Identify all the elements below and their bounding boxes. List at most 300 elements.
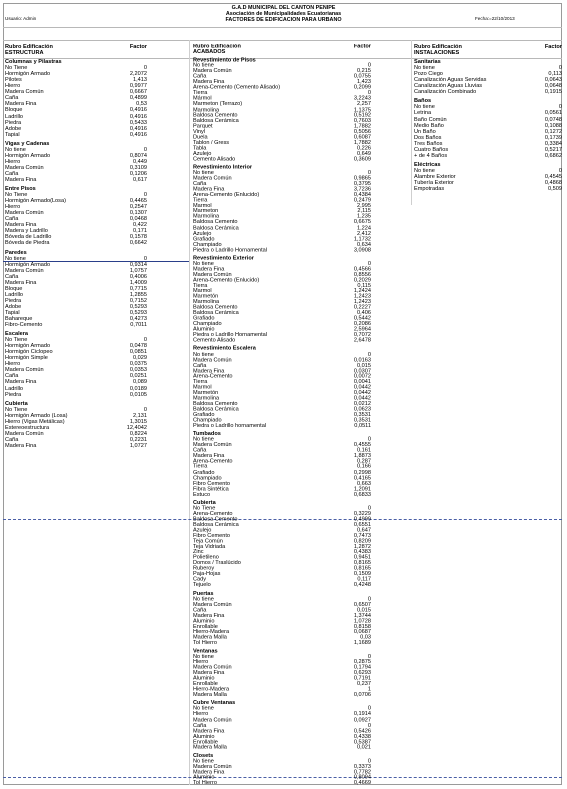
item-factor: 0 [367, 654, 371, 660]
item-label: Hierro [5, 361, 21, 368]
item-factor: 0,1739 [544, 134, 562, 141]
item-factor: 0,0163 [353, 357, 371, 363]
item-label: Mármol [193, 96, 212, 102]
item-factor: 0,2029 [353, 277, 371, 284]
item-label: Marmol [193, 384, 212, 391]
item-label: Teja Vidriada [193, 544, 226, 550]
item-label: Azulejo [193, 527, 212, 534]
item-factor: 1,7882 [353, 123, 371, 130]
item-label: Madera Común [5, 210, 44, 217]
item-factor: 0,7011 [130, 322, 147, 329]
item-factor: 0,5433 [129, 119, 147, 126]
item-factor: 0,3229 [353, 511, 371, 517]
table-row [5, 177, 147, 183]
column-title: Rubro Edificación [193, 44, 241, 50]
item-factor: 0,215 [357, 68, 371, 75]
item-factor: 0,0072 [353, 373, 371, 380]
item-label: Hormigón Simple [5, 355, 48, 362]
item-factor: 0,5192 [353, 112, 371, 119]
item-label: Fibro-Cemento [5, 322, 43, 329]
item-factor: 0,9451 [353, 555, 371, 561]
section-title: Tumbados [193, 431, 221, 437]
item-label: Piedra [5, 391, 22, 398]
item-label: Marmeton (Terrazo) [193, 101, 243, 108]
item-label: Baño Común [414, 116, 447, 123]
item-label: Zinc [193, 549, 204, 556]
item-factor: 0,171 [133, 228, 147, 235]
item-label: No tiene [193, 437, 214, 443]
item-factor: 0,0041 [353, 379, 371, 385]
item-label: Arena-Cemento [193, 511, 233, 517]
item-factor: 0,4916 [129, 125, 147, 132]
item-factor: 0,6293 [353, 670, 371, 677]
item-factor: 0,2227 [353, 305, 371, 311]
item-label: Piedra [5, 119, 22, 126]
item-factor: 0,617 [133, 176, 147, 183]
item-factor: 0,3531 [353, 412, 371, 418]
item-factor: 3,2243 [353, 96, 371, 102]
item-factor: 0,0511 [354, 423, 371, 429]
item-label: Bloque [5, 285, 23, 292]
item-label: Aluminio [193, 775, 215, 781]
item-factor: 1,0727 [129, 442, 147, 449]
item-label: Madera Fina [5, 176, 37, 183]
item-label: Un Baño [414, 128, 436, 135]
item-factor: 0,663 [357, 481, 371, 487]
item-factor: 0 [367, 351, 371, 358]
item-label: Hierro [5, 204, 21, 211]
item-label: Arena-Cemento [193, 459, 233, 465]
item-factor: 1,0757 [129, 267, 147, 274]
item-factor: 0,2086 [353, 321, 371, 328]
item-factor: 0,9977 [129, 83, 147, 90]
item-factor: 0,2998 [353, 470, 371, 476]
item-factor: 0,0468 [129, 216, 147, 223]
item-factor: 0 [143, 65, 147, 72]
item-factor: 0,53 [136, 101, 147, 108]
item-factor: 0,4999 [353, 516, 371, 523]
item-label: Madera Común [5, 89, 44, 96]
item-factor: 0,1915 [544, 89, 562, 96]
item-factor: 0,1088 [544, 122, 562, 129]
item-factor: 0,5293 [129, 303, 147, 310]
item-label: Grafiado [193, 470, 215, 476]
item-factor: 0,029 [133, 355, 147, 362]
section-title: Revestimiento Interior [193, 164, 253, 171]
item-factor: 0,3373 [353, 764, 371, 770]
table-row [193, 492, 371, 497]
table-row [193, 423, 371, 428]
item-label: Madera Fina [193, 670, 225, 677]
table-row [5, 240, 147, 246]
acabados-column [193, 44, 371, 786]
item-factor: 1 [367, 687, 371, 693]
item-label: Madera Fina [193, 728, 225, 734]
item-factor: 0,9865 [353, 175, 371, 182]
column-divider [189, 40, 190, 785]
item-label: Baldosa Cerámica [193, 225, 239, 231]
item-label: Cady [193, 577, 207, 583]
item-label: No Tiene [193, 505, 216, 512]
item-label: Madera Fina [193, 453, 225, 459]
item-factor: 0,4465 [129, 198, 147, 205]
item-factor: 0,113 [548, 71, 562, 78]
section-title: Sanitarias [414, 59, 441, 66]
item-factor: 1,3744 [353, 612, 371, 619]
item-label: Marmolina [193, 299, 220, 306]
table-row [193, 693, 371, 698]
section-title: Paredes [5, 249, 27, 256]
column-divider [411, 40, 412, 205]
item-label: Madera Común [193, 175, 232, 182]
item-label: Champiado [193, 417, 222, 424]
item-factor: 0,0105 [129, 391, 147, 398]
item-label: Madera Fina [193, 266, 225, 273]
item-label: Madera Malla [193, 634, 227, 641]
item-factor: 0,5217 [544, 146, 562, 153]
item-factor: 1,2872 [353, 544, 371, 550]
item-factor: 0,1509 [353, 571, 371, 578]
item-label: Hierro [5, 83, 21, 90]
item-factor: 0,4868 [544, 179, 562, 186]
item-label: Baldosa Cemento [193, 401, 238, 407]
item-factor: 0 [367, 758, 371, 765]
item-label: Tol Hierro [193, 780, 217, 787]
item-factor: 1,0728 [353, 618, 371, 624]
item-factor: 0,4248 [353, 582, 371, 589]
item-label: Bahareque [5, 316, 33, 323]
item-label: Tierra [193, 379, 208, 385]
item-factor: 0,089 [133, 379, 147, 386]
item-label: Madera Común [5, 430, 44, 437]
item-factor: 1,2423 [353, 299, 371, 306]
item-factor: 0 [367, 596, 371, 602]
item-factor: 0,4338 [353, 733, 371, 740]
table-row [5, 132, 147, 138]
item-factor: 0,2547 [129, 204, 147, 211]
item-label: Baldosa Cerámica [193, 310, 239, 317]
item-factor: 0,0561 [544, 110, 562, 117]
item-label: Hormigón Armado (Losa) [5, 412, 68, 419]
user-label: Usuario: Admin [5, 16, 37, 21]
item-label: Madera Común [5, 367, 44, 374]
item-factor: 0 [558, 104, 562, 111]
item-factor: 0,4669 [353, 780, 371, 787]
item-label: Madera Fina [5, 222, 37, 229]
item-factor: 0,4916 [129, 113, 147, 120]
item-label: Adobe [5, 125, 22, 132]
item-label: Madera Fina [5, 442, 37, 449]
item-label: No tiene [5, 255, 26, 262]
item-label: Hormigón Armado(Losa) [5, 198, 66, 205]
item-label: Hierro [193, 659, 209, 666]
item-label: Fibro Cemento [193, 533, 230, 539]
item-factor: 0,634 [357, 241, 371, 248]
item-label: Canalización Combinado [414, 89, 477, 96]
item-label: Tierra [193, 90, 208, 97]
item-label: Tablon / Gress [193, 140, 230, 146]
item-factor: 0,8224 [129, 430, 147, 437]
item-label: Tol Hierro [193, 640, 217, 646]
item-label: Marmol [193, 288, 212, 295]
item-label: No tiene [193, 63, 214, 69]
item-label: No Tiene [5, 406, 28, 413]
item-label: Adobe [5, 303, 22, 310]
section-title: Cubre Ventanas [193, 700, 236, 707]
item-label: Parquet [193, 123, 213, 130]
item-label: No tiene [414, 167, 435, 174]
table-row [193, 157, 371, 162]
item-label: Champiado [193, 475, 222, 481]
table-row [193, 247, 371, 252]
table-row [5, 443, 147, 449]
item-factor: 1,4009 [129, 279, 147, 286]
item-factor: 0,7191 [353, 676, 371, 682]
item-factor: 0,4916 [129, 107, 147, 114]
item-label: Madera Común [193, 764, 232, 770]
item-factor: 0,6833 [353, 492, 371, 498]
item-factor: 0,8094 [353, 775, 371, 781]
item-label: Caña [5, 216, 19, 223]
item-label: Madera Fina [193, 79, 225, 86]
column-title: Rubro Edificación [5, 44, 53, 50]
item-factor: 2,5964 [353, 327, 371, 333]
item-label: No tiene [193, 758, 214, 765]
column-subtitle: ESTRUCTURA [5, 50, 44, 57]
section-title: Vigas y Cadenas [5, 140, 50, 147]
item-label: No tiene [414, 104, 435, 111]
item-label: Tapial [5, 131, 20, 138]
item-factor: 1,3015 [129, 418, 147, 425]
item-label: No tiene [193, 351, 214, 358]
column-subtitle: INSTALACIONES [414, 50, 460, 57]
item-label: Fibro Cemento [193, 481, 230, 487]
factor-header: Factor [353, 44, 371, 50]
item-factor: 12,4042 [126, 424, 147, 431]
item-label: No Tiene [5, 192, 28, 199]
item-label: Marmolina [193, 107, 220, 113]
item-label: Baldosa Cemento [193, 305, 238, 311]
item-label: Tapial [5, 309, 20, 316]
report-title-line2: Asociación de Municipalidades Ecuatorianas [225, 11, 342, 17]
item-label: No tiene [193, 261, 214, 267]
item-label: Letrina [414, 110, 432, 117]
item-factor: 0,0748 [544, 116, 562, 123]
item-factor: 0,647 [357, 527, 371, 534]
item-label: Baldosa Cemento [193, 112, 238, 119]
table-row [414, 153, 562, 159]
item-label: No Tiene [5, 65, 28, 72]
item-label: Madera Común [193, 272, 232, 278]
table-row [414, 186, 562, 192]
item-label: Grafiado [193, 412, 215, 418]
item-factor: 0,1914 [353, 711, 371, 718]
item-factor: 0,0478 [129, 343, 147, 350]
item-label: Caña [193, 607, 207, 613]
item-label: No tiene [5, 146, 26, 153]
item-label: Empotradas [414, 186, 445, 193]
item-factor: 0,5387 [353, 739, 371, 745]
report-title-line1: G.A.D MUNICIPAL DEL CANTON PENIPE [231, 5, 336, 11]
item-factor: 2,131 [133, 412, 147, 419]
item-label: Grafiado [193, 316, 215, 322]
item-factor: 1,224 [357, 225, 371, 231]
item-label: Bóveda de Piedra [5, 240, 50, 247]
item-label: No tiene [414, 65, 435, 72]
item-factor: 1,7882 [353, 140, 371, 146]
item-label: Piedra o Ladrillo Hornamental [193, 247, 268, 253]
item-factor: 0,2099 [353, 85, 371, 91]
item-factor: 0,0375 [129, 361, 147, 368]
item-label: Piedra [5, 297, 22, 304]
item-factor: 0,4384 [353, 192, 371, 198]
item-factor: 0,226 [357, 145, 371, 152]
item-label: Tres Baños [414, 140, 443, 147]
item-label: Madera Fina [193, 186, 225, 193]
item-label: Paja-Hojas [193, 571, 221, 578]
table-row [193, 640, 371, 645]
section-title: Revestimiento Exterior [193, 255, 254, 262]
item-factor: 1,1689 [353, 640, 371, 646]
item-label: Aluminio [193, 618, 215, 624]
item-label: Hormigón Armado [5, 152, 51, 159]
item-label: Estereoestructura [5, 424, 50, 431]
item-label: Tubería Exterior [414, 179, 454, 186]
item-label: Teja Común [193, 538, 223, 545]
section-title: Escalera [5, 331, 29, 338]
item-factor: 0,0442 [353, 390, 371, 396]
item-factor: 0,0755 [353, 74, 371, 80]
item-label: Baldosa Cerámica [193, 406, 239, 413]
item-label: Grafiado [193, 236, 215, 242]
item-factor: 0 [143, 406, 147, 413]
item-factor: 0,6642 [129, 240, 147, 247]
table-row [414, 89, 562, 95]
item-label: Estuco [193, 492, 211, 498]
item-factor: 0,0307 [353, 368, 371, 374]
item-factor: 0,1794 [353, 665, 371, 671]
item-label: Madera Común [5, 267, 44, 274]
table-row [5, 392, 147, 398]
item-factor: 0,6551 [353, 522, 371, 528]
item-factor: 0 [367, 437, 371, 443]
item-factor: 0,7603 [353, 118, 371, 124]
item-factor: 0,117 [357, 577, 371, 583]
estructura-column [5, 44, 147, 449]
item-factor: 0,0927 [353, 717, 371, 723]
item-factor: 0,7152 [129, 297, 147, 304]
item-factor: 0 [367, 261, 371, 267]
item-label: Caña [193, 448, 207, 454]
item-label: Marmolina [193, 214, 220, 220]
item-label: Ruberoy [193, 566, 215, 572]
item-factor: 0,422 [133, 222, 147, 229]
item-factor: 1,1375 [353, 107, 371, 113]
item-label: No Tiene [5, 337, 28, 344]
item-label: Baldosa Cerámica [193, 118, 239, 124]
section-title: Eléctricas [414, 161, 441, 168]
item-factor: 0,287 [357, 459, 371, 465]
item-factor: 0,8165 [353, 566, 371, 572]
item-factor: 0,3609 [353, 156, 371, 163]
item-label: Tierra [193, 464, 208, 470]
item-factor: 0 [367, 505, 371, 512]
item-factor: 0,115 [357, 283, 371, 289]
item-label: Domos / Traslúcido [193, 560, 241, 567]
table-row [193, 745, 371, 750]
table-row [193, 583, 371, 588]
item-factor: 0,6862 [544, 152, 562, 159]
item-factor: 0,8556 [353, 272, 371, 278]
item-label: Madera Común [193, 665, 232, 671]
item-label: Caña [5, 170, 19, 177]
item-factor: 2,995 [357, 203, 371, 209]
item-label: Baldosa Cemento [193, 516, 238, 523]
item-factor: 1,235 [357, 214, 371, 220]
item-factor: 0 [367, 63, 371, 69]
item-label: Ladrillo [5, 385, 24, 392]
item-factor: 0 [367, 170, 371, 176]
item-factor: 0,03 [360, 634, 371, 641]
item-label: Cemento Alisado [193, 156, 236, 163]
item-label: Canalización Aguas Servidas [414, 77, 487, 84]
item-factor: 0,9314 [129, 261, 147, 268]
item-label: Alambre Exterior [414, 173, 456, 180]
item-factor: 0,3109 [129, 164, 147, 171]
item-factor: 1,2423 [353, 294, 371, 300]
item-factor: 2,2072 [129, 71, 147, 78]
item-label: Arena-Cemento (Cemento Alisado) [193, 85, 281, 91]
item-factor: 0,3795 [353, 181, 371, 187]
item-factor: 0,0212 [353, 401, 371, 407]
item-factor: 0,2875 [353, 659, 371, 666]
item-factor: 1,2091 [353, 486, 371, 492]
item-factor: 0,1272 [544, 128, 562, 135]
item-factor: 0,4545 [544, 173, 562, 180]
item-factor: 0,5293 [129, 309, 147, 316]
item-factor: 1,413 [133, 77, 147, 84]
item-factor: 0,6507 [353, 601, 371, 608]
item-label: Caña [193, 722, 207, 729]
item-label: Azulejo [193, 230, 212, 237]
item-factor: 0,5426 [353, 728, 371, 734]
item-factor: 0,0442 [353, 395, 371, 402]
item-label: Aluminio [193, 676, 215, 682]
item-label: Hormigón Armado [5, 343, 51, 350]
item-label: Piedra o Ladrillo Hornamental [193, 332, 268, 339]
item-label: Fibra Sintética [193, 486, 229, 492]
item-factor: 2,257 [357, 101, 371, 108]
item-label: Cemento Alisado [193, 338, 236, 344]
item-label: Hormigón Armado [5, 71, 51, 78]
item-label: Caña [193, 181, 207, 187]
section-title: Cubierta [5, 400, 28, 407]
item-label: Cuatro Baños [414, 146, 449, 153]
table-row [193, 781, 371, 786]
item-label: Bloque [5, 107, 23, 114]
item-label: Bóveda de Ladrillo [5, 234, 52, 241]
instalaciones-column [414, 44, 562, 192]
item-label: Marmetón [193, 294, 219, 300]
item-label: Vinyl [193, 129, 206, 135]
section-title: Entre Pisos [5, 186, 36, 193]
table-row [5, 322, 147, 328]
item-factor: 0,0851 [129, 349, 147, 356]
item-factor: 0 [143, 192, 147, 199]
item-label: Aluminio [193, 327, 215, 333]
item-label: Medio Baño [414, 122, 444, 129]
item-label: Enrollable [193, 739, 218, 745]
